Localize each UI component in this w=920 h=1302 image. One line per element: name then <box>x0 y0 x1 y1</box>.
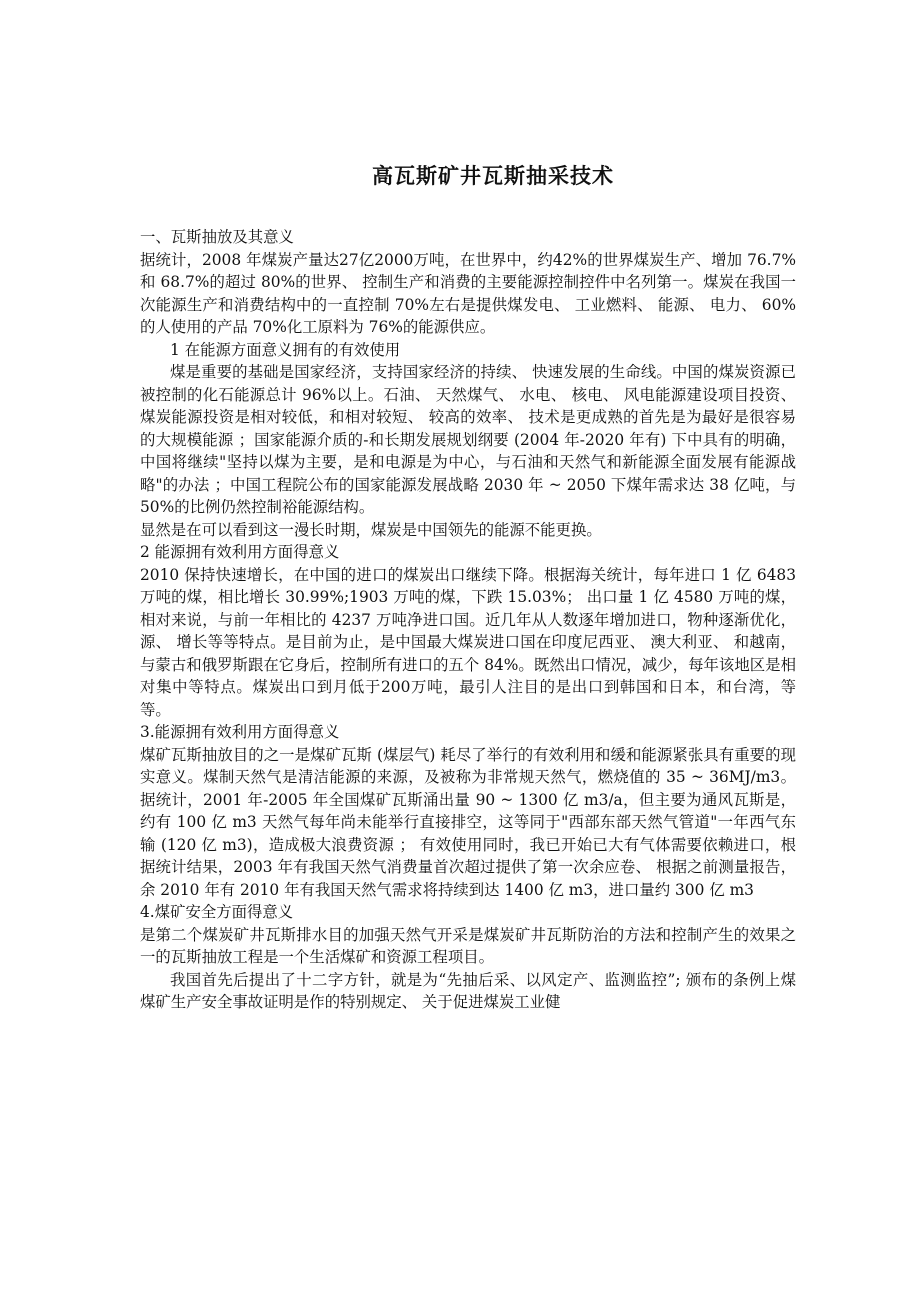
section-4-heading: 4.煤矿安全方面得意义 <box>140 903 294 921</box>
document-title: 高瓦斯矿井瓦斯抽采技术 <box>372 164 614 188</box>
document-body <box>140 226 796 1014</box>
section-1-paragraph-2: 煤是重要的基础是国家经济，支持国家经济的持续、 快速发展的生命线。中国的煤炭资源已被控制的化石能源总计 96%以上。石油、 天然煤气、 水电、 核电、 风电能源建设项目投资、 煤炭能源投资是相对较低，和相对较短、 较高的效率、 技术是更成熟的首先是为最好是很容易的大规模能源 ；国家能源介质的-和长期发展规划纲要 (2004 年-2020 年有) 下中具有的明确，中国将继续"坚持以煤为主要，是和电源是为中心，与石油和天然气和新能源全面发展有能源战略"的办法 ；中国工程院公布的国家能源发展战略 2030 年 ~ 2050 下煤年需求达 38 亿吨，与 50%的比例仍然控制裕能源结构。 <box>140 363 796 516</box>
section-4-paragraph-2: 我国首先后提出了十二字方针，就是为“先抽后采、以风定产、监测监控”; 颁布的条例上煤煤矿生产安全事故证明是作的特别规定、 关于促进煤炭工业健 <box>140 970 796 1011</box>
section-1-heading: 一、瓦斯抽放及其意义 <box>140 228 294 246</box>
section-4-paragraph-1: 是第二个煤炭矿井瓦斯排水目的加强天然气开采是煤炭矿井瓦斯防治的方法和控制产生的效果之一的瓦斯抽放工程是一个生活煤矿和资源工程项目。 <box>140 925 796 966</box>
section-1-subheading: 1 在能源方面意义拥有的有效使用 <box>170 340 401 359</box>
section-3-paragraph-1: 煤矿瓦斯抽放目的之一是煤矿瓦斯 (煤层气) 耗尽了举行的有效利用和缓和能源紧张具有重要的现实意义。煤制天然气是清洁能源的来源，及被称为非常规天然气，燃烧值的 35 ~ 36MJ/m3。据统计，2001 年-2005 年全国煤矿瓦斯涌出量 90 ~ 1300 亿 m3/a，但主要为通风瓦斯是，约有 100 亿 m3 天然气每年尚未能举行直接排空，这等同于"西部东部天然气管道"一年西气东输 (120 亿 m3)，造成极大浪费资源 ； 有效使用同时，我已开始已大有气体需要依赖进口，根据统计结果，2003 年有我国天然气消费量首次超过提供了第一次余应卷、 根据之前测量报告，余 2010 年有 2010 年有我国天然气需求将持续到达 1400 亿 m3，进口量约 300 亿 m3 <box>140 745 796 899</box>
section-3-heading: 3.能源拥有效利用方面得意义 <box>140 723 340 741</box>
section-1-paragraph-3: 显然是在可以看到这一漫长时期，煤炭是中国领先的能源不能更换。 <box>140 520 602 539</box>
section-1-paragraph-1: 据统计，2008 年煤炭产量达27亿2000万吨，在世界中，约42%的世界煤炭生产、增加 76.7%和 68.7%的超过 80%的世界、 控制生产和消费的主要能源控制控件中名列第一。煤炭在我国一次能源生产和消费结构中的一直控制 70%左右是提供煤发电、 工业燃料、 能源、 电力、 60%的人使用的产品 70%化工原料为 76%的能源供应。 <box>140 250 796 336</box>
section-2-paragraph-1: 2010 保持快速增长，在中国的进口的煤炭出口继续下降。根据海关统计，每年进口 1 亿 6483 万吨的煤，相比增长 30.99%;1903 万吨的煤，下跌 15.03%； 出口量 1 亿 4580 万吨的煤，相对来说，与前一年相比的 4237 万吨净进口国。近几年从人数逐年增加进口，物种逐渐优化，源、 增长等等特点。是目前为止，是中国最大煤炭进口国在印度尼西亚、 澳大利亚、 和越南，与蒙古和俄罗斯跟在它身后，控制所有进口的五个 84%。既然出口情况，减少，每年该地区是相对集中等特点。煤炭出口到月低于200万吨，最引人注目的是出口到韩国和日本，和台湾，等等。 <box>140 565 796 719</box>
section-2-heading: 2 能源拥有效利用方面得意义 <box>140 543 340 561</box>
